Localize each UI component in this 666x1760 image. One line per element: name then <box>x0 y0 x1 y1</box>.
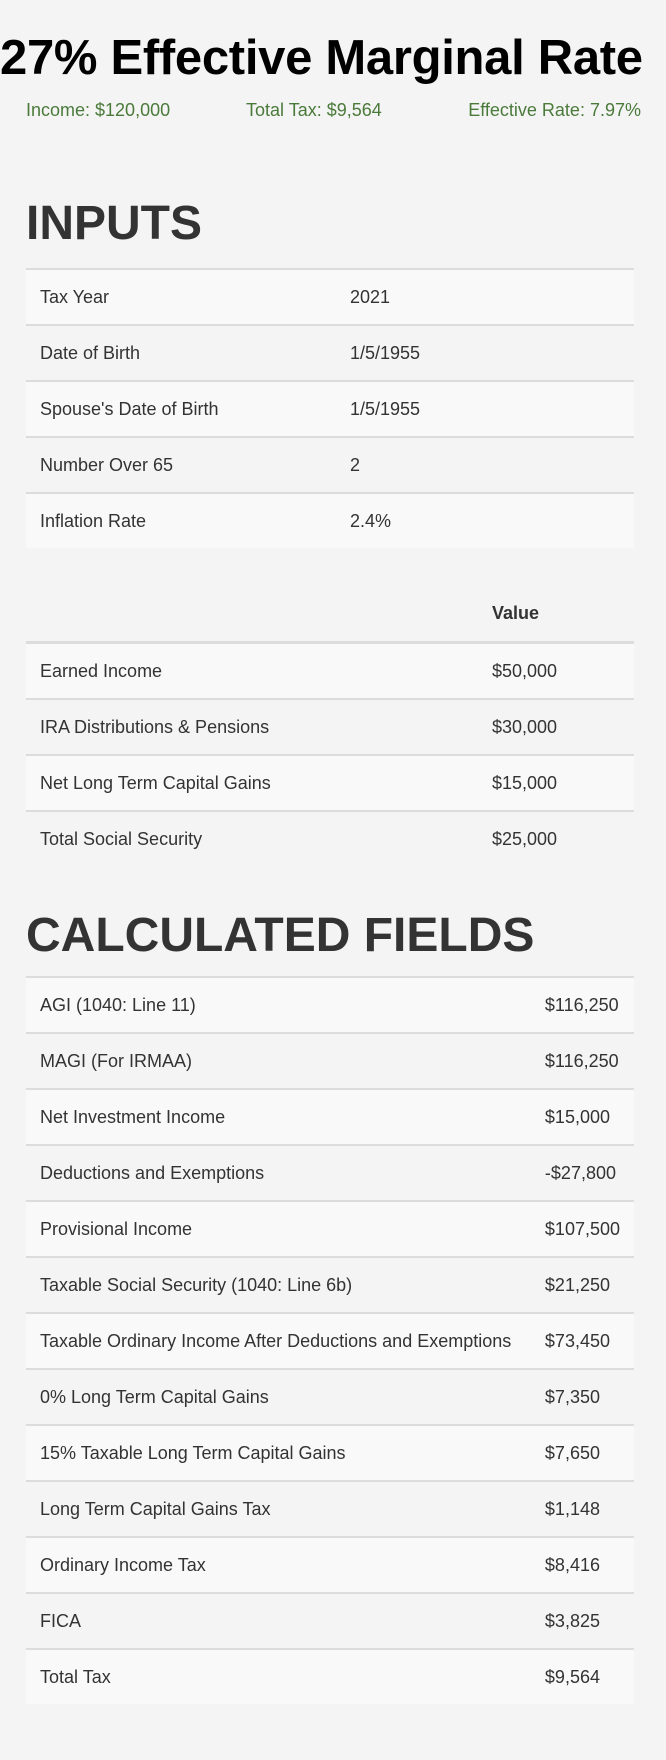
calculated-row-value: $21,250 <box>531 1257 634 1313</box>
calculated-row <box>26 1089 634 1145</box>
income-row <box>26 643 634 700</box>
input-row-label: Tax Year <box>26 269 336 325</box>
income-row-label: IRA Distributions & Pensions <box>26 699 478 755</box>
calculated-row-label: FICA <box>26 1593 531 1649</box>
income-row-label: Net Long Term Capital Gains <box>26 755 478 811</box>
calculated-row-label: MAGI (For IRMAA) <box>26 1033 531 1089</box>
calculated-row <box>26 1033 634 1089</box>
input-row <box>26 381 634 437</box>
input-row <box>26 269 634 325</box>
input-row-value: 1/5/1955 <box>336 381 634 437</box>
input-row-label: Inflation Rate <box>26 493 336 548</box>
calculated-row-value: $3,825 <box>531 1593 634 1649</box>
input-row-label: Spouse's Date of Birth <box>26 381 336 437</box>
page-title: 27% Effective Marginal Rate <box>0 31 643 85</box>
income-row <box>26 755 634 811</box>
input-row-value: 2 <box>336 437 634 493</box>
income-row <box>26 699 634 755</box>
summary-income: Income: $120,000 <box>26 100 171 120</box>
inputs-table <box>26 268 634 548</box>
summary-effective-rate: Effective Rate: 7.97% <box>468 100 641 120</box>
calculated-row-value: $9,564 <box>531 1649 634 1704</box>
income-row-value: $50,000 <box>478 643 634 700</box>
calculated-row <box>26 1201 634 1257</box>
calculated-row-value: $107,500 <box>531 1201 634 1257</box>
calculated-row <box>26 1593 634 1649</box>
calculated-row <box>26 1313 634 1369</box>
calculated-row-label: Deductions and Exemptions <box>26 1145 531 1201</box>
calculated-row-label: AGI (1040: Line 11) <box>26 977 531 1033</box>
income-row-value: $25,000 <box>478 811 634 866</box>
calculated-row-value: $15,000 <box>531 1089 634 1145</box>
calculated-row-label: Long Term Capital Gains Tax <box>26 1481 531 1537</box>
income-table <box>26 585 634 866</box>
income-value-header: Value <box>478 585 634 643</box>
input-row-value: 2.4% <box>336 493 634 548</box>
calculated-row <box>26 1481 634 1537</box>
calculated-row <box>26 1649 634 1704</box>
input-row-label: Number Over 65 <box>26 437 336 493</box>
calculated-row-value: $1,148 <box>531 1481 634 1537</box>
calculated-row-label: Total Tax <box>26 1649 531 1704</box>
income-row-value: $15,000 <box>478 755 634 811</box>
calculated-row-value: $7,350 <box>531 1369 634 1425</box>
calculated-row <box>26 1257 634 1313</box>
calculated-row-label: Ordinary Income Tax <box>26 1537 531 1593</box>
calculated-row <box>26 977 634 1033</box>
income-row-value: $30,000 <box>478 699 634 755</box>
input-row <box>26 493 634 548</box>
income-row-label: Total Social Security <box>26 811 478 866</box>
calculated-row-label: Taxable Social Security (1040: Line 6b) <box>26 1257 531 1313</box>
calculated-row-label: 15% Taxable Long Term Capital Gains <box>26 1425 531 1481</box>
calculated-row-value: $116,250 <box>531 977 634 1033</box>
income-label-header <box>26 585 478 643</box>
inputs-heading: INPUTS <box>26 197 203 250</box>
input-row <box>26 437 634 493</box>
calculated-row-value: $116,250 <box>531 1033 634 1089</box>
summary-total-tax: Total Tax: $9,564 <box>246 100 382 120</box>
calculated-row-label: Net Investment Income <box>26 1089 531 1145</box>
input-row-label: Date of Birth <box>26 325 336 381</box>
input-row-value: 1/5/1955 <box>336 325 634 381</box>
income-row-label: Earned Income <box>26 643 478 700</box>
calculated-row <box>26 1369 634 1425</box>
calculated-row-label: 0% Long Term Capital Gains <box>26 1369 531 1425</box>
calculated-row <box>26 1425 634 1481</box>
calculated-row <box>26 1145 634 1201</box>
income-row <box>26 811 634 866</box>
calculated-row-label: Provisional Income <box>26 1201 531 1257</box>
input-row <box>26 325 634 381</box>
calculated-row-label: Taxable Ordinary Income After Deductions and Exemptions <box>26 1313 531 1369</box>
calculated-fields-heading: CALCULATED FIELDS <box>26 909 535 962</box>
calculated-row <box>26 1537 634 1593</box>
calculated-row-value: $7,650 <box>531 1425 634 1481</box>
input-row-value: 2021 <box>336 269 634 325</box>
calculated-row-value: -$27,800 <box>531 1145 634 1201</box>
calculated-row-value: $8,416 <box>531 1537 634 1593</box>
calculated-fields-table <box>26 976 634 1704</box>
calculated-row-value: $73,450 <box>531 1313 634 1369</box>
